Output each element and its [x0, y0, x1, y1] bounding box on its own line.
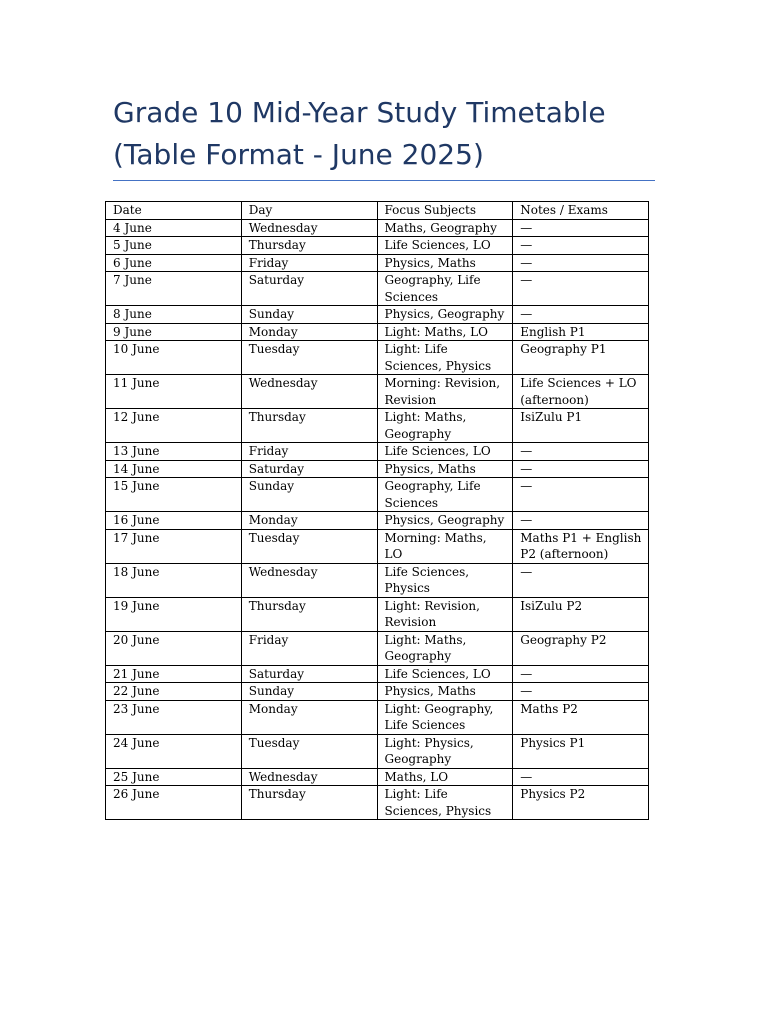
table-row: [106, 512, 649, 530]
cell-date: 23 June: [106, 700, 242, 734]
table-row: [106, 529, 649, 563]
cell-date: 8 June: [106, 306, 242, 324]
cell-date: 21 June: [106, 665, 242, 683]
cell-focus-subjects: Life Sciences, LO: [377, 665, 513, 683]
cell-notes-exams: —: [513, 478, 649, 512]
cell-day: Thursday: [241, 786, 377, 820]
cell-date: 20 June: [106, 631, 242, 665]
cell-focus-subjects: Light: Life Sciences, Physics: [377, 341, 513, 375]
cell-date: 25 June: [106, 768, 242, 786]
cell-date: 16 June: [106, 512, 242, 530]
table-header-row: [106, 202, 649, 220]
table-row: [106, 219, 649, 237]
table-row: [106, 734, 649, 768]
table-row: [106, 409, 649, 443]
column-header-notes-exams: Notes / Exams: [513, 202, 649, 220]
column-header-focus-subjects: Focus Subjects: [377, 202, 513, 220]
cell-focus-subjects: Maths, LO: [377, 768, 513, 786]
cell-day: Friday: [241, 631, 377, 665]
cell-notes-exams: —: [513, 443, 649, 461]
cell-date: 19 June: [106, 597, 242, 631]
cell-focus-subjects: Light: Maths, LO: [377, 323, 513, 341]
cell-date: 10 June: [106, 341, 242, 375]
cell-focus-subjects: Light: Maths, Geography: [377, 409, 513, 443]
cell-focus-subjects: Physics, Geography: [377, 512, 513, 530]
table-row: [106, 237, 649, 255]
cell-day: Saturday: [241, 460, 377, 478]
table-row: [106, 306, 649, 324]
column-header-day: Day: [241, 202, 377, 220]
cell-notes-exams: —: [513, 768, 649, 786]
cell-date: 4 June: [106, 219, 242, 237]
cell-focus-subjects: Life Sciences, Physics: [377, 563, 513, 597]
cell-day: Thursday: [241, 237, 377, 255]
cell-date: 22 June: [106, 683, 242, 701]
cell-notes-exams: —: [513, 665, 649, 683]
cell-notes-exams: —: [513, 563, 649, 597]
table-row: [106, 341, 649, 375]
cell-focus-subjects: Physics, Maths: [377, 683, 513, 701]
cell-notes-exams: IsiZulu P1: [513, 409, 649, 443]
cell-day: Wednesday: [241, 375, 377, 409]
table-row: [106, 683, 649, 701]
table-row: [106, 700, 649, 734]
cell-day: Sunday: [241, 478, 377, 512]
cell-day: Wednesday: [241, 563, 377, 597]
table-body: [106, 219, 649, 820]
table-row: [106, 478, 649, 512]
cell-date: 5 June: [106, 237, 242, 255]
cell-focus-subjects: Geography, Life Sciences: [377, 478, 513, 512]
cell-focus-subjects: Physics, Maths: [377, 460, 513, 478]
cell-day: Wednesday: [241, 219, 377, 237]
cell-notes-exams: Physics P1: [513, 734, 649, 768]
cell-focus-subjects: Morning: Maths, LO: [377, 529, 513, 563]
cell-date: 6 June: [106, 254, 242, 272]
table-row: [106, 323, 649, 341]
cell-notes-exams: IsiZulu P2: [513, 597, 649, 631]
cell-day: Thursday: [241, 409, 377, 443]
table-row: [106, 786, 649, 820]
table-row: [106, 665, 649, 683]
cell-focus-subjects: Morning: Revision, Revision: [377, 375, 513, 409]
cell-focus-subjects: Geography, Life Sciences: [377, 272, 513, 306]
table-row: [106, 460, 649, 478]
table-row: [106, 563, 649, 597]
cell-notes-exams: —: [513, 460, 649, 478]
cell-day: Tuesday: [241, 341, 377, 375]
cell-notes-exams: —: [513, 306, 649, 324]
cell-focus-subjects: Light: Life Sciences, Physics: [377, 786, 513, 820]
cell-focus-subjects: Light: Physics, Geography: [377, 734, 513, 768]
timetable-table: [105, 201, 649, 820]
cell-focus-subjects: Physics, Geography: [377, 306, 513, 324]
cell-date: 12 June: [106, 409, 242, 443]
cell-date: 11 June: [106, 375, 242, 409]
cell-notes-exams: Geography P2: [513, 631, 649, 665]
cell-date: 7 June: [106, 272, 242, 306]
cell-notes-exams: Life Sciences + LO (afternoon): [513, 375, 649, 409]
cell-date: 17 June: [106, 529, 242, 563]
cell-notes-exams: —: [513, 254, 649, 272]
cell-notes-exams: Geography P1: [513, 341, 649, 375]
cell-focus-subjects: Physics, Maths: [377, 254, 513, 272]
cell-day: Friday: [241, 443, 377, 461]
cell-day: Friday: [241, 254, 377, 272]
cell-day: Sunday: [241, 683, 377, 701]
cell-focus-subjects: Light: Maths, Geography: [377, 631, 513, 665]
cell-focus-subjects: Life Sciences, LO: [377, 237, 513, 255]
cell-day: Tuesday: [241, 734, 377, 768]
cell-date: 26 June: [106, 786, 242, 820]
cell-notes-exams: —: [513, 512, 649, 530]
cell-date: 9 June: [106, 323, 242, 341]
cell-day: Thursday: [241, 597, 377, 631]
cell-notes-exams: Maths P1 + English P2 (afternoon): [513, 529, 649, 563]
cell-notes-exams: —: [513, 683, 649, 701]
cell-notes-exams: —: [513, 272, 649, 306]
cell-day: Saturday: [241, 665, 377, 683]
table-row: [106, 631, 649, 665]
table-row: [106, 254, 649, 272]
cell-day: Saturday: [241, 272, 377, 306]
cell-date: 13 June: [106, 443, 242, 461]
column-header-date: Date: [106, 202, 242, 220]
cell-focus-subjects: Maths, Geography: [377, 219, 513, 237]
cell-date: 18 June: [106, 563, 242, 597]
cell-notes-exams: —: [513, 219, 649, 237]
cell-focus-subjects: Light: Geography, Life Sciences: [377, 700, 513, 734]
table-row: [106, 597, 649, 631]
table-row: [106, 768, 649, 786]
cell-day: Monday: [241, 700, 377, 734]
cell-day: Sunday: [241, 306, 377, 324]
cell-day: Wednesday: [241, 768, 377, 786]
cell-notes-exams: Maths P2: [513, 700, 649, 734]
cell-notes-exams: English P1: [513, 323, 649, 341]
cell-day: Monday: [241, 323, 377, 341]
cell-notes-exams: —: [513, 237, 649, 255]
table-header: [106, 202, 649, 220]
cell-day: Monday: [241, 512, 377, 530]
table-row: [106, 443, 649, 461]
cell-focus-subjects: Light: Revision, Revision: [377, 597, 513, 631]
table-row: [106, 272, 649, 306]
cell-date: 15 June: [106, 478, 242, 512]
page-title: Grade 10 Mid-Year Study Timetable (Table Format - June 2025): [113, 96, 606, 171]
cell-date: 24 June: [106, 734, 242, 768]
cell-focus-subjects: Life Sciences, LO: [377, 443, 513, 461]
cell-notes-exams: Physics P2: [513, 786, 649, 820]
table-row: [106, 375, 649, 409]
title-divider: [113, 180, 655, 181]
cell-day: Tuesday: [241, 529, 377, 563]
cell-date: 14 June: [106, 460, 242, 478]
